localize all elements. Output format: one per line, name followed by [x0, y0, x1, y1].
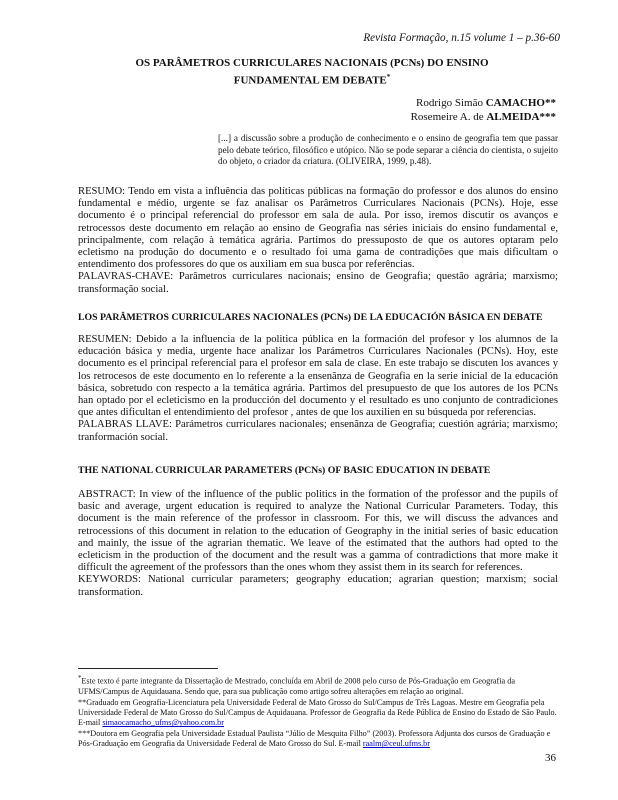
- title-line-2-text: FUNDAMENTAL EM DEBATE: [233, 74, 387, 87]
- journal-header: Revista Formação, n.15 volume 1 – p.36-60: [363, 32, 560, 44]
- footnote-3-text: Doutora em Geografia pela Universidade Estadual Paulista “Júlio de Mesquita Filho” (2003). Professora Adjunta dos cursos de Graduação e Pós-Graduação em Geografia da Universidade Federal de Mato Grosso do Sul. E-mail: [78, 728, 551, 749]
- article-title: [92, 56, 532, 88]
- footnote-divider: [78, 668, 218, 669]
- author-2-surname: ALMEIDA***: [486, 111, 556, 123]
- title-footnote-mark: *: [386, 73, 391, 81]
- epigraph-quote: [...] a discussão sobre a produção de conhecimento e o ensino de geografia tem que passar pelo debate teórico, filosófico e utópico. Não se pode separar a ciência do cientista, o sujeito do objeto, o criador da criatura. (OLIVEIRA, 1999, p.48).: [218, 133, 558, 167]
- author-list: [411, 96, 556, 124]
- abstract-keywords: KEYWORDS: National curricular parameters; geography education; agrarian question; marxism; social transformation.: [78, 574, 558, 598]
- footnote-3-mark: ***: [78, 728, 91, 738]
- footnotes: [78, 674, 558, 750]
- footnote-2-mark: **: [78, 697, 87, 707]
- spanish-section-title: LOS PARÂMETROS CURRICULARES NACIONALES (PCNs) DE LA EDUCACIÓN BÁSICA EN DEBATE: [78, 312, 543, 323]
- resumen-text: RESUMEN: Debido a la influencia de la politica pública en la formación del profesor y los alumnos de la educación básica y media, urgente hace analizar los Parámetros Curriculares Nacionales (PCNs). Hoy, este documento es el principal referencial para el profesor em sala de clase. En este trabajo se discuten los avances y los retrocesos de este documento en lo referente a la ensenãnza de Geografia en la serie inicial de la educación básica, sobretudo con respecto a la temática agrária. Partimos del presupuesto de que los autores de los PCNs han optado por el ecleticismo en la producción del documento y el resultado es uno conjunto de contradiciones que antes dificultan el entendimiento del profesor , antes de que los auxilien en su búsqueda por referencias.: [78, 334, 558, 419]
- author-2-given: Rosemeire A. de: [410, 111, 487, 123]
- resumo-keywords: PALAVRAS-CHAVE: Parâmetros curriculares nacionais; ensino de Geografia; questão agrária; marxismo; transformação social.: [78, 271, 558, 295]
- resumen-block: [78, 334, 558, 444]
- english-section-title: THE NATIONAL CURRICULAR PARAMETERS (PCNs) OF BASIC EDUCATION IN DEBATE: [78, 465, 491, 476]
- resumo-text: RESUMO: Tendo em vista a influência das políticas públicas na formação do professor e dos alunos do ensino fundamental e médio, urgente se faz analisar os Parâmetros Curriculares Nacionais (PCNs). Hoje, esse documento é o principal referencial do professor em sala de aula. Por isso, iremos discutir os avanços e retrocessos deste documento em relação ao ensino de Geografia nas séries iniciais do ensino fundamental e, principalmente, com relação à temática agrária. Partimos do pressuposto de que os autores optaram pelo ecletismo na produção do documento e o resultado foi uma gama de contradições que mais dificultam o entendimento dos professores do que os auxiliam em sua busca por referências.: [78, 186, 558, 271]
- footnote-3: [78, 729, 558, 750]
- footnote-3-email-link[interactable]: raalm@ceul.ufms.br: [362, 739, 430, 749]
- footnote-1-text: Este texto é parte integrante da Dissertação de Mestrado, concluída em Abril de 2008 pelo curso de Pós-Graduação em Geografia da UFMS/Campus de Aquidauana. Sendo que, para sua publicação como artigo sofreu alterações em relação ao original.: [78, 676, 515, 697]
- author-1-given: Rodrigo Simão: [416, 97, 486, 109]
- title-line-2: [92, 70, 532, 88]
- footnote-2-text: Graduado em Geografia-Licenciatura pela Universidade Federal de Mato Grosso do Sul/Campus de Três Lagoas. Mestre em Geografia pela Universidade Federal de Mato Grosso do Sul/Campus de Aquidauana. Professor de Geografia da Rede Pública de Ensino do Estado de São Paulo. E-mail: [78, 697, 557, 728]
- author-1: [411, 96, 556, 110]
- author-1-surname: CAMACHO**: [485, 97, 556, 109]
- title-line-1: OS PARÂMETROS CURRICULARES NACIONAIS (PCNs) DO ENSINO: [135, 57, 489, 69]
- abstract-block: [78, 489, 558, 599]
- footnote-2-email-link[interactable]: simaocamacho_ufms@yahoo.com.br: [102, 718, 225, 728]
- resumen-keywords: PALABRAS LLAVE: Parámetros curriculares nacionales; ensenãnza de Geografia; cuestión agrária; marxismo; tranformación social.: [78, 419, 558, 443]
- footnote-2: [78, 698, 558, 729]
- author-2: [411, 110, 556, 124]
- abstract-text: ABSTRACT: In view of the influence of the public politics in the formation of the professor and the pupils of basic and average, urgent education is required to analyze the National Curricular Parameters. Today, this document is the main reference of the professor in classroom. For this, we will discuss the advances and retrocessions of this document in relation to the education of Geography in the initial series of basic education and mainly, the issue of the agrarian thematic. We leave of the estimated that the authors had opted to the ecleticism in the production of the document and the result was a gamma of contradictions that more make it difficult the agreement of the professors than the ones whom they assist them in its search for references.: [78, 489, 558, 574]
- footnote-1-mark: *: [78, 675, 82, 682]
- resumo-block: [78, 186, 558, 296]
- footnote-1: [78, 674, 558, 698]
- page-number: 36: [545, 752, 556, 764]
